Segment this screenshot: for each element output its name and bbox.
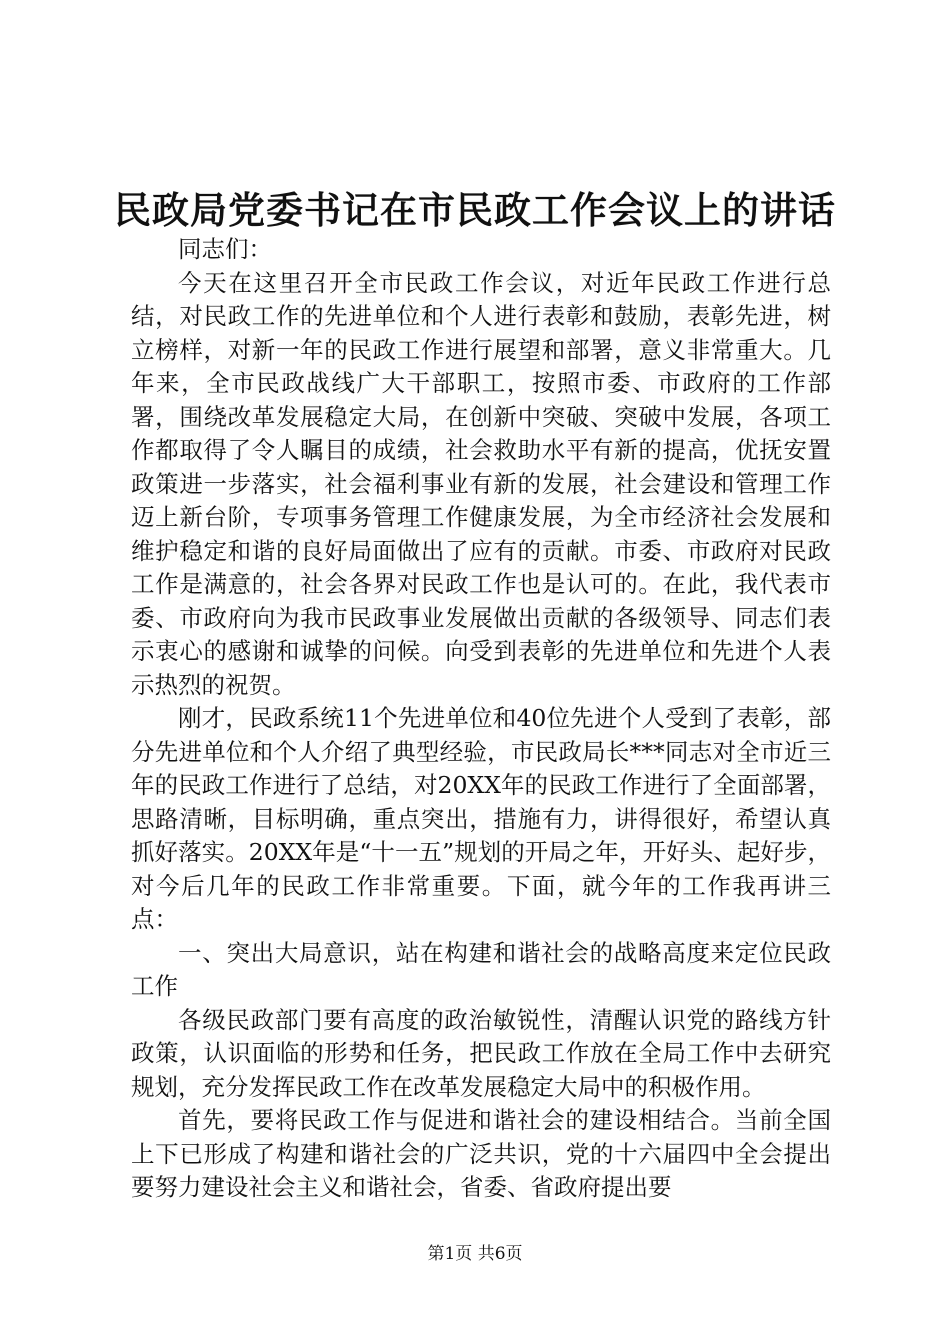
body-paragraph: 首先，要将民政工作与促进和谐社会的建设相结合。当前全国上下已形成了构建和谐社会的广泛共识，党的十六届四中全会提出要努力建设社会主义和谐社会，省委、省政府提出要 — [131, 1106, 831, 1201]
section-heading: 一、突出大局意识，站在构建和谐社会的战略高度来定位民政工作 — [131, 938, 831, 1000]
body-paragraph: 各级民政部门要有高度的政治敏锐性，清醒认识党的路线方针政策，认识面临的形势和任务，把民政工作放在全局工作中去研究规划，充分发挥民政工作在改革发展稳定大局中的积极作用。 — [131, 1005, 831, 1101]
body-paragraph: 刚才，民政系统11个先进单位和40位先进个人受到了表彰，部分先进单位和个人介绍了典型经验，市民政局长***同志对全市近三年的民政工作进行了总结，对20XX年的民政工作进行了全面部署，思路清晰，目标明确，重点突出，措施有力，讲得很好，希望认真抓好落实。20XX年是“十一五”规划的开局之年，开好头、起好步，对今后几年的民政工作非常重要。下面，就今年的工作我再讲三点： — [131, 704, 831, 933]
document-body — [131, 233, 831, 1205]
page-footer: 第1页 共6页 — [427, 1244, 523, 1264]
body-paragraph: 今天在这里召开全市民政工作会议，对近年民政工作进行总结，对民政工作的先进单位和个人进行表彰和鼓励，表彰先进，树立榜样，对新一年的民政工作进行展望和部署，意义非常重大。几年来，全市民政战线广大干部职工，按照市委、市政府的工作部署，围绕改革发展稳定大局，在创新中突破、突破中发展，各项工作都取得了令人瞩目的成绩，社会救助水平有新的提高，优抚安置政策进一步落实，社会福利事业有新的发展，社会建设和管理工作迈上新台阶，专项事务管理工作健康发展，为全市经济社会发展和维护稳定和谐的良好局面做出了应有的贡献。市委、市政府对民政工作是满意的，社会各界对民政工作也是认可的。在此，我代表市委、市政府向为我市民政事业发展做出贡献的各级领导、同志们表示衷心的感谢和诚挚的问候。向受到表彰的先进单位和先进个人表示热烈的祝贺。 — [131, 268, 831, 699]
salutation-paragraph: 同志们： — [178, 235, 272, 263]
document-title: 民政局党委书记在市民政工作会议上的讲话 — [114, 188, 836, 232]
